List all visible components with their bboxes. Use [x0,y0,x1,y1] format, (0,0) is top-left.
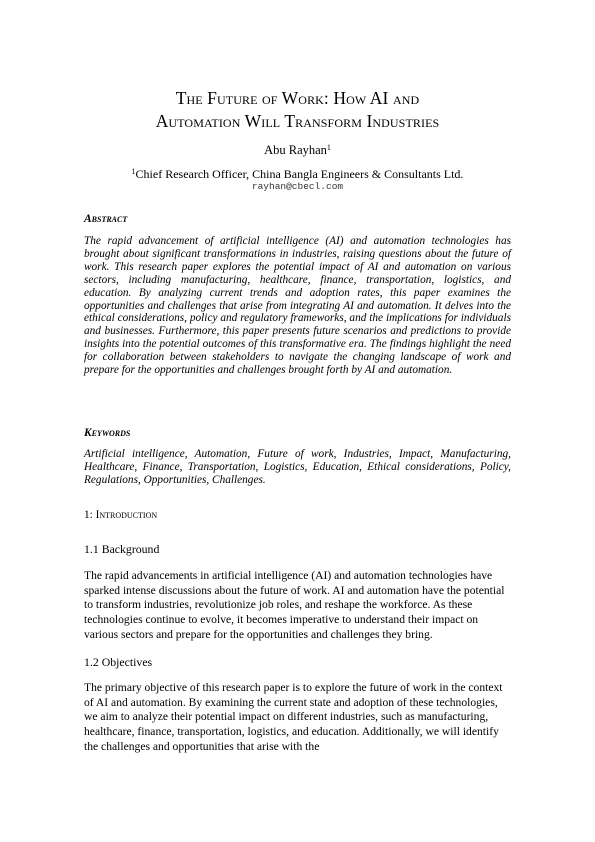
abstract-heading: Abstract [84,213,128,225]
background-heading: 1.1 Background [84,542,160,556]
affiliation-text: Chief Research Officer, China Bangla Engineers & Consultants Ltd. [135,167,464,181]
title-line-2: Automation Will Transform Industries [155,111,440,131]
affiliation-line [60,168,535,181]
affiliation-marker: 1 [131,167,136,176]
introduction-heading: 1: Introduction [84,509,158,521]
keywords-heading: Keywords [84,427,131,439]
keywords-text: Artificial intelligence, Automation, Future of work, Industries, Impact, Manufacturing, Healthcare, Finance, Transportation, Logistics, Education, Ethical considerations, Policy, Regulations, Opportunities, Challenges. [84,448,511,486]
title-line-1: The Future of Work: How AI and [175,88,420,108]
objectives-text: The primary objective of this research paper is to explore the future of work in the context of AI and automation. By examining the current state and adoption of these technologies, we aim to analyze their potential impact on different industries, such as manufacturing, healthcare, finance, transportation, logistics, and education. Additionally, we will identify the challenges and opportunities that arise with the [84,681,503,753]
paper-title [60,87,535,133]
abstract-text: The rapid advancement of artificial intelligence (AI) and automation technologies has brought about significant transformations in industries, raising questions about the future of work. This research paper explores the potential impact of AI and automation on various sectors, including manufacturing, healthcare, finance, transportation, logistics, and education. By analyzing current trends and adoption rates, this paper examines the opportunities and challenges that arise from integrating AI and automation. It delves into the ethical considerations, policy and regulatory frameworks, and the implications for individuals and businesses. Furthermore, this paper presents future scenarios and predictions to provide insights into the potential outcomes of this transformative era. The findings highlight the need for collaboration between stakeholders to navigate the changing landscape of work and prepare for the opportunities and challenges brought forth by AI and automation. [84,235,511,377]
author-line [60,143,535,158]
author-affiliation-marker: 1 [326,143,331,152]
author-name: Abu Rayhan [264,143,327,157]
author-email[interactable]: rayhan@cbecl.com [251,181,344,192]
objectives-heading: 1.2 Objectives [84,655,153,669]
background-text: The rapid advancements in artificial intelligence (AI) and automation technologies have sparked intense discussions about the future of work. AI and automation have the potential to transform industries, revolutionize job roles, and reshape the workforce. As these technologies continue to evolve, it becomes imperative to understand their impact on various sectors and prepare for the opportunities and challenges they bring. [84,569,505,641]
